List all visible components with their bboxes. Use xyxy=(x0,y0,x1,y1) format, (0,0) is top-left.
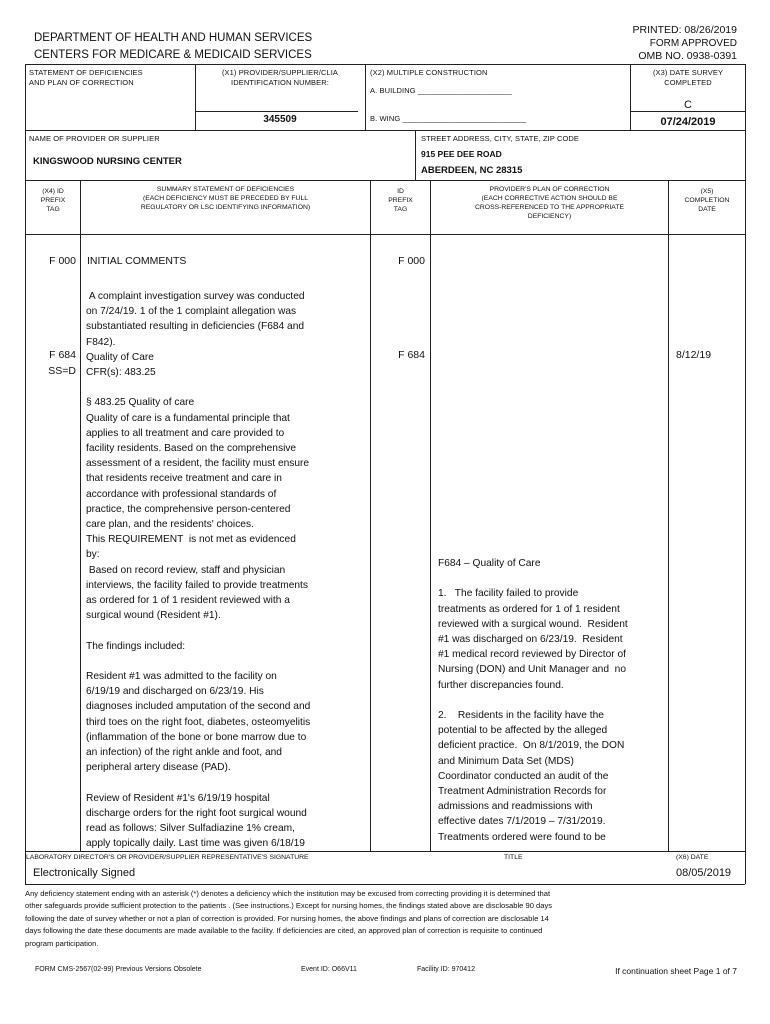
tag-scope-severity: SS=D xyxy=(48,365,76,377)
x6-date-label: (X6) DATE xyxy=(676,854,709,861)
signature-date: 08/05/2019 xyxy=(676,867,732,879)
form-approved: FORM APPROVED xyxy=(649,38,737,49)
rule-plan-right xyxy=(668,180,669,851)
initial-comments-heading: INITIAL COMMENTS xyxy=(87,255,187,267)
tag-f000: F 000 xyxy=(49,255,76,267)
rule-provider-row xyxy=(25,180,745,181)
provider-label: NAME OF PROVIDER OR SUPPLIER xyxy=(29,134,160,143)
plan-of-correction-text: F684 – Quality of Care 1. The facility failed to provide treatments as ordered for 1 of 1 resident reviewed with a surgical wound. Resident #1 was discharged on 6/23/19. Resident #1 medical record reviewed by Director of Nursing (DON) and Unit Manager and no further discrepancies found. 2. Residents in the facility have the potential to be affected by the alleged deficient practice. On 8/1/2019, the DON and Minimum Data Set (MDS) Coordinator conducted an audit of the Treatment Administration Records for admissions and readmissions with effective dates 7/1/2019 – 7/31/2019. Treatments ordered were found to be xyxy=(438,558,628,843)
centers-title: CENTERS FOR MEDICARE & MEDICAID SERVICES xyxy=(34,49,312,61)
summary-statement-text: A complaint investigation survey was conducted on 7/24/19. 1 of the 1 complaint allegation was substantiated resulting in deficiencies (F684 and F842). Quality of Care CFR(s): 483.25 § 483.25 Quality of care Quality of care is a fundamental principle that applies to all treatment and care provided to facility residents. Based on the comprehensive assessment of a resident, the facility must ensure that residents receive treatment and care in accordance with professional standards of practice, the comprehensive person-centered care plan, and the residents' choices. This REQUIREMENT is not met as evidenced by: Based on record review, staff and physician interviews, the facility failed to provide treatments as ordered for 1 of 1 resident reviewed with a surgical wound (Resident #1). The findings included: Resident #1 was admitted to the facility on 6/19/19 and discharged on 6/23/19. His diagnoses included amputation of the second and third toes on the right foot, diabetes, osteomyelitis (inflammation of the bone or bone marrow due to an infection) of the right ankle and foot, and peripheral artery disease (PAD). Review of Resident #1's 6/19/19 hospital discharge orders for the right foot surgical wound read as follows: Silver Sulfadiazine 1% cream, apply topically daily. Last time was given 6/18/19 xyxy=(86,291,311,850)
provider-name: KINGSWOOD NURSING CENTER xyxy=(33,156,182,167)
wing-label: B. WING _____________________________ xyxy=(370,114,527,123)
rule-column-headers xyxy=(25,234,745,235)
rule-id-right xyxy=(430,180,431,851)
page-indicator: If continuation sheet Page 1 of 7 xyxy=(615,966,737,976)
rule-signature-bottom xyxy=(25,884,745,885)
signature-label: LABORATORY DIRECTOR'S OR PROVIDER/SUPPLIER REPRESENTATIVE'S SIGNATURE xyxy=(26,854,309,861)
col-summary-header: SUMMARY STATEMENT OF DEFICIENCIES (EACH DEFICIENCY MUST BE PRECEDED BY FULL REGULATORY OR LSC IDENTIFYING INFORMATION) xyxy=(140,186,311,211)
tag-f684: F 684 xyxy=(49,349,76,361)
provider-id-number: 345509 xyxy=(263,114,297,125)
x2-label: (X2) MULTIPLE CONSTRUCTION xyxy=(370,68,488,77)
tag-f000-plan: F 000 xyxy=(398,255,425,267)
printed-date: PRINTED: 08/26/2019 xyxy=(632,24,737,36)
x3-label: (X3) DATE SURVEY COMPLETED xyxy=(652,68,724,87)
department-title: DEPARTMENT OF HEALTH AND HUMAN SERVICES xyxy=(34,32,313,44)
title-label: TITLE xyxy=(504,854,523,861)
omb-number: OMB NO. 0938-0391 xyxy=(638,50,737,62)
rule-address-left xyxy=(415,130,416,180)
col-plan-header: PROVIDER'S PLAN OF CORRECTION (EACH CORRECTIVE ACTION SHOULD BE CROSS-REFERENCED TO THE APPROPRIATE DEFICIENCY) xyxy=(474,186,625,220)
event-id: Event ID: O66V11 xyxy=(301,966,357,973)
tag-f684-plan: F 684 xyxy=(398,349,425,361)
completion-date: 8/12/19 xyxy=(676,349,712,361)
survey-completed-date: 07/24/2019 xyxy=(660,116,716,128)
col-completion-header: (X5) COMPLETION DATE xyxy=(684,188,730,213)
rule-x3-inner xyxy=(630,111,745,112)
disclaimer-text: Any deficiency statement ending with an asterisk (*) denotes a deficiency which the institution may be excused from correcting providing it is determined that other safeguards provide sufficient protection to the patients . (See instructions.) Except for nursing homes, the findings stated above are disclosable 90 days following the date of survey whether or not a plan of correction is provided. For nursing homes, the above findings and plans of correction are disclosable 14 days following the date these documents are made available to the facility. If deficiencies are cited, an approved plan of correction is requisite to continued program participation. xyxy=(25,889,553,948)
col-x4-header: (X4) ID PREFIX TAG xyxy=(40,188,66,213)
rule-id-row xyxy=(25,130,745,131)
survey-type-letter: C xyxy=(684,99,692,111)
rule-right xyxy=(745,64,746,884)
statement-label: STATEMENT OF DEFICIENCIES AND PLAN OF CORRECTION xyxy=(29,68,143,87)
col-id-header: ID PREFIX TAG xyxy=(388,188,413,213)
address-city: ABERDEEN, NC 28315 xyxy=(421,165,523,176)
rule-x2-left xyxy=(365,64,366,130)
rule-x1-inner xyxy=(195,111,358,112)
address-label: STREET ADDRESS, CITY, STATE, ZIP CODE xyxy=(421,134,580,143)
signature-value: Electronically Signed xyxy=(33,867,136,879)
rule-top xyxy=(25,64,745,65)
form-number: FORM CMS-2567(02-99) Previous Versions Obsolete xyxy=(35,966,202,973)
rule-summary-right xyxy=(370,180,371,851)
address-street: 915 PEE DEE ROAD xyxy=(421,149,502,159)
building-label: A. BUILDING ______________________ xyxy=(370,86,512,95)
facility-id: Facility ID: 970412 xyxy=(417,966,475,973)
rule-x4-right xyxy=(80,180,81,851)
x1-label: (X1) PROVIDER/SUPPLIER/CLIA IDENTIFICATION NUMBER: xyxy=(221,68,339,87)
